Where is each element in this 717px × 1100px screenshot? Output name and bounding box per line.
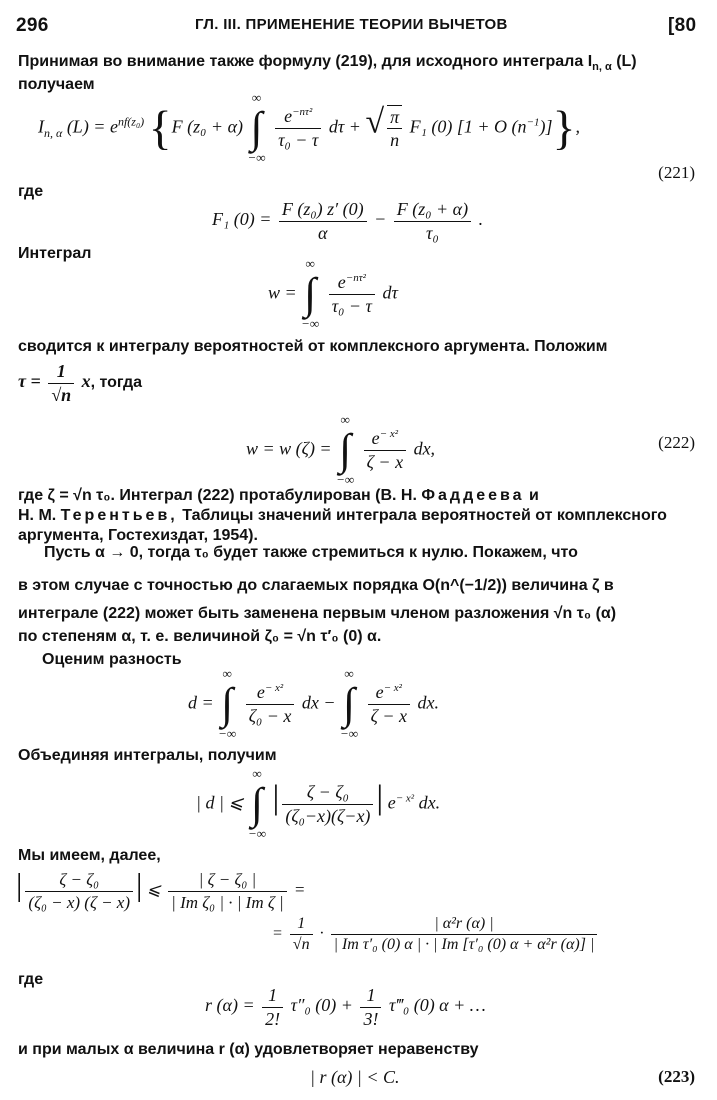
paragraph-let-alpha: Пусть α → 0, тогда τ₀ будет также стремиться к нулю. Покажем, что <box>44 544 578 561</box>
paragraph-combining: Объединяя интегралы, получим <box>18 747 277 764</box>
paragraph-zeta0: по степеням α, т. е. величиной ζ₀ = √n τ′₀ (0) α. <box>18 628 382 645</box>
running-title: ГЛ. III. ПРИМЕНЕНИЕ ТЕОРИИ ВЫЧЕТОВ <box>195 16 508 33</box>
paragraph-further: Мы имеем, далее, <box>18 847 161 864</box>
eq-number-221: (221) <box>658 163 695 182</box>
paragraph-intro: Принимая во внимание также формулу (219), для исходного интеграла $I_{n, \alpha}$ (L) получаем <box>18 53 637 93</box>
paragraph-reduces: сводится к интегралу вероятностей от комплексного аргумента. Положим <box>18 338 608 355</box>
equation-r-alpha: r (α) = $\frac{1}{2!}$ τ″₀ (0) + $\frac{1}{3!}$ τ‴₀ (0) α + … <box>205 985 486 1029</box>
eq-number-223: (223) <box>658 1067 695 1086</box>
label-where-2: где <box>18 971 44 988</box>
paragraph-expansion: интеграле (222) может быть заменена первым членом разложения √n τ₀ (α) <box>18 605 617 622</box>
equation-w: w = ∞ ∫ −∞ $\frac{e^{-n\tau^2}}{\text{τ₀ − τ}}$ dτ <box>268 256 398 332</box>
equation-222: w = w (ζ) = ∞ ∫ −∞ $\frac{e^{- x^2}}{\zeta - x}$ dx, <box>246 412 436 488</box>
eq-number-222: (222) <box>658 433 695 452</box>
equation-bound-2: = $\frac{1}{√n}$ · $\frac{\text{| α²r (α) |}}{\text{| Im τ′₀ (0) α | · | Im [τ′₀ (0) α + α²r (α)] |}}$ <box>272 914 600 955</box>
paragraph-small-alpha: и при малых α величина r (α) удовлетворяет неравенству <box>18 1041 479 1058</box>
page-number: 296 <box>16 15 49 36</box>
paragraph-tabulated: где ζ = √n τ₀. Интеграл (222) протабулирован (В. Н. Фаддеева и Н. М. Терентьев, Таблицы значений интеграла вероятностей от комплексного аргумента, Гостехиздат, 1954). <box>18 487 667 544</box>
equation-221: $I_{n, \alpha}$ $(L) = e^{nf(z_0)}$ {F (z₀ + α) ∞ ∫ −∞ $\frac{e^{-n\tau^2}}{\text{τ₀ − τ}}$ dτ + √ $\frac{\pi}{n}$ F₁ (0) [1 + O $(n^{-1})$]}, <box>38 90 581 166</box>
paragraph-substitution: τ = $\frac{1}{√n}$ x, тогда <box>18 361 143 405</box>
paragraph-order: в этом случае с точностью до слагаемых порядка O(n^(−1/2)) величина ζ в <box>18 577 614 594</box>
equation-abs-d: | d | ⩽ ∞ ∫ −∞ | $\frac{\text{ζ − ζ₀}}{\text{(ζ₀−x)(ζ−x)}}$ | $e^{- x^2}$ dx. <box>196 766 441 842</box>
equation-223: | r (α) | < C. <box>310 1067 400 1087</box>
label-where-1: где <box>18 183 44 200</box>
section-number: [80 <box>668 15 697 36</box>
label-integral: Интеграл <box>18 245 92 262</box>
equation-d: d = ∞ ∫ −∞ $\frac{e^{- x^2}}{\text{ζ₀ − x}}$ dx − ∞ ∫ −∞ $\frac{e^{- x^2}}{\zeta - x}$ dx. <box>188 666 439 742</box>
equation-f1: F₁ (0) = $\frac{\text{F (z₀) z′ (0)}}{\alpha}$ − $\frac{\text{F (z₀ + α)}}{\text{τ₀}}$ . <box>212 199 484 243</box>
paragraph-estimate: Оценим разность <box>42 651 182 668</box>
equation-bound-1: | $\frac{\text{ζ − ζ₀}}{\text{(ζ₀ − x) (ζ − x)}}$ | ⩽ $\frac{\text{| ζ − ζ₀ |}}{\text{| Im ζ₀ | · | Im ζ |}}$ = <box>16 866 306 912</box>
